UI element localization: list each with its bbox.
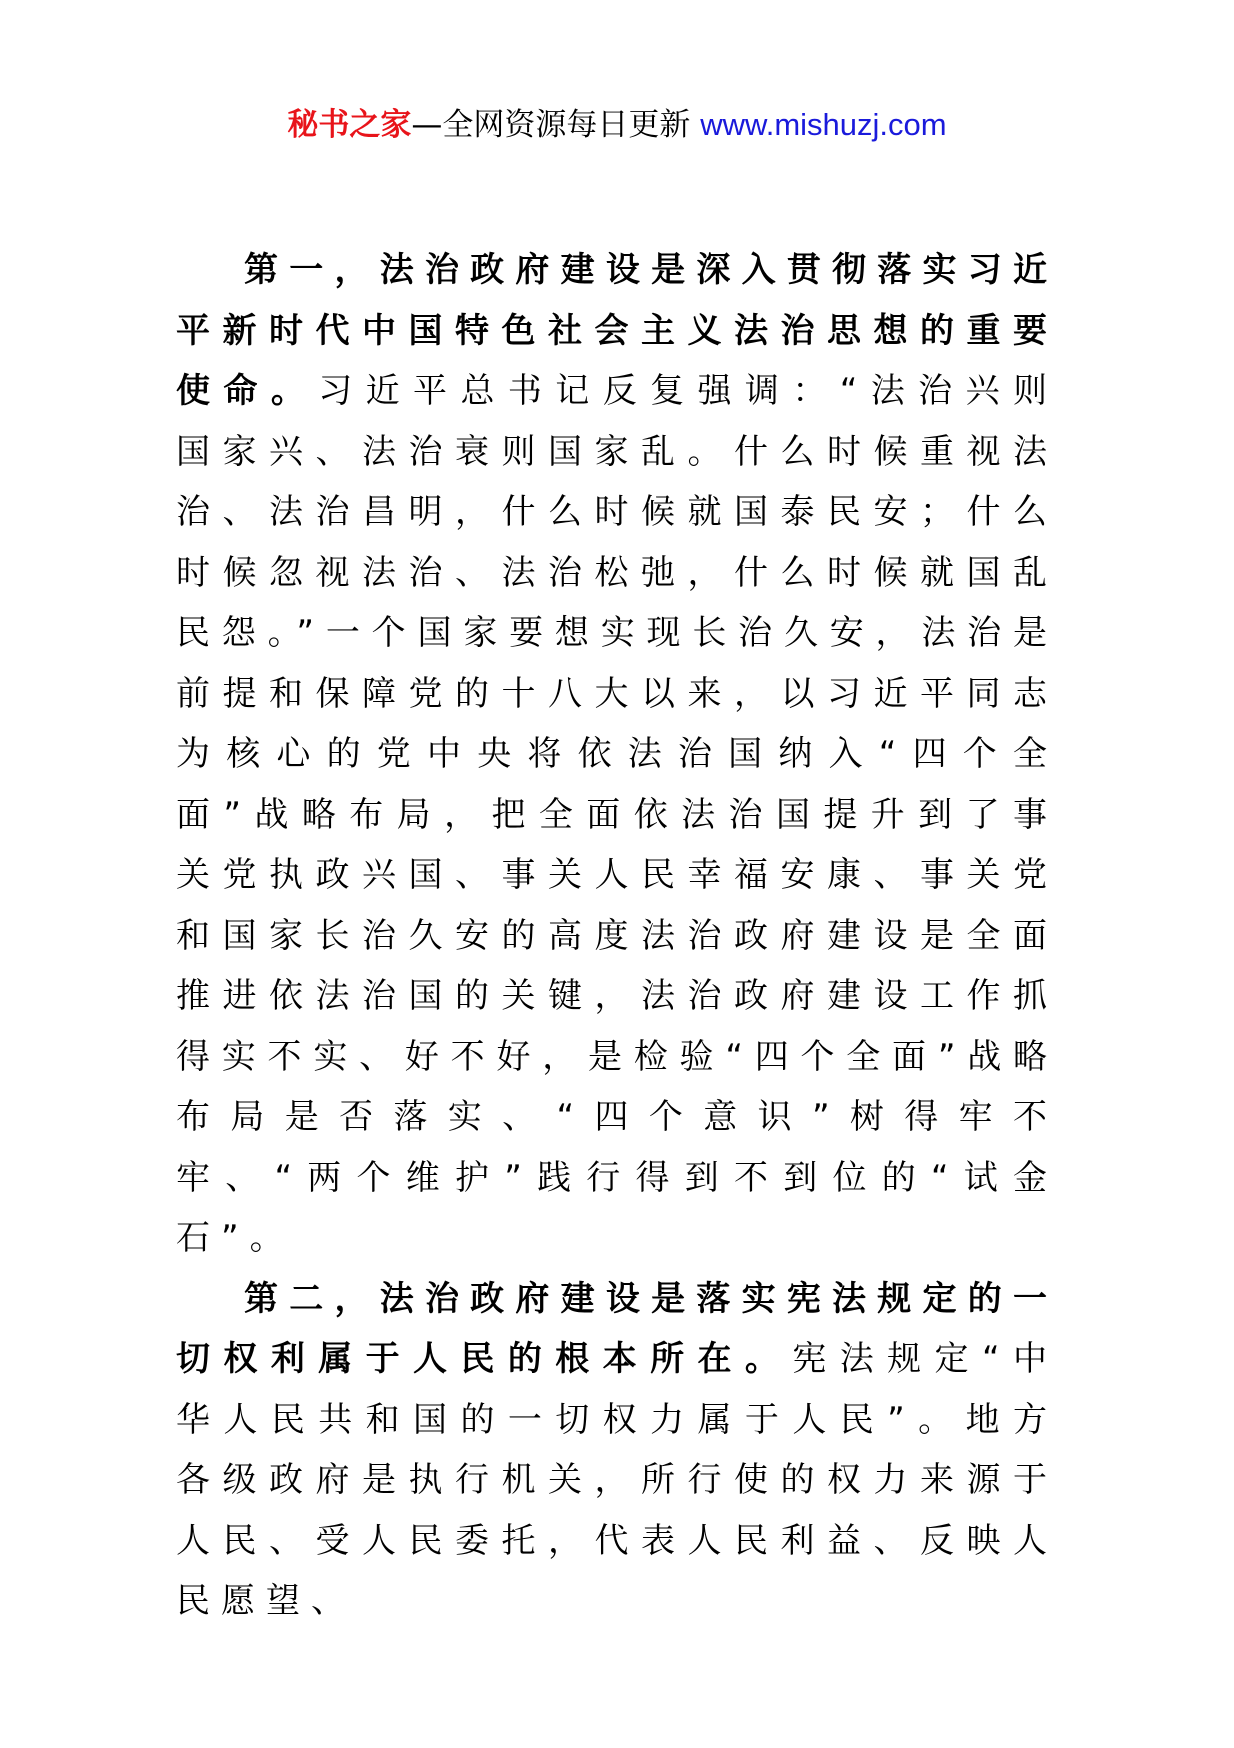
paragraph-second-lead: 第二，法治政府建设是落实宪法规定的一切权利属于人民的根本所在。 <box>176 1278 1058 1379</box>
paragraph-first-lead: 第一，法治政府建设是深入贯彻落实习近平新时代中国特色社会主义法治思想的重要使命。 <box>176 250 1058 411</box>
paragraph-second <box>176 1269 1058 1632</box>
document-body <box>176 240 1058 1632</box>
site-url-link[interactable]: www.mishuzj.com <box>700 107 947 142</box>
site-header <box>0 103 1234 147</box>
paragraph-second-text: 宪法规定“中华人民共和国的一切权力属于人民”。地方各级政府是执行机关，所行使的权力来源于人民、受人民委托，代表人民利益、反映人民愿望、 <box>176 1339 1058 1621</box>
brand-name: 秘书之家 <box>287 107 412 143</box>
paragraph-first <box>176 240 1058 1269</box>
header-tagline: —全网资源每日更新 <box>411 107 701 143</box>
paragraph-first-text: 习近平总书记反复强调：“法治兴则国家兴、法治衰则国家乱。什么时候重视法治、法治昌明，什么时候就国泰民安；什么时候忽视法治、法治松弛，什么时候就国乱民怨。”一个国家要想实现长治久安，法治是前提和保障党的十八大以来，以习近平同志为核心的党中央将依法治国纳入“四个全面”战略布局，把全面依法治国提升到了事关党执政兴国、事关人民幸福安康、事关党和国家长治久安的高度法治政府建设是全面推进依法治国的关键，法治政府建设工作抓得实不实、好不好，是检验“四个全面”战略布局是否落实、“四个意识”树得牢不牢、“两个维护”践行得到不到位的“试金石”。 <box>176 371 1058 1258</box>
